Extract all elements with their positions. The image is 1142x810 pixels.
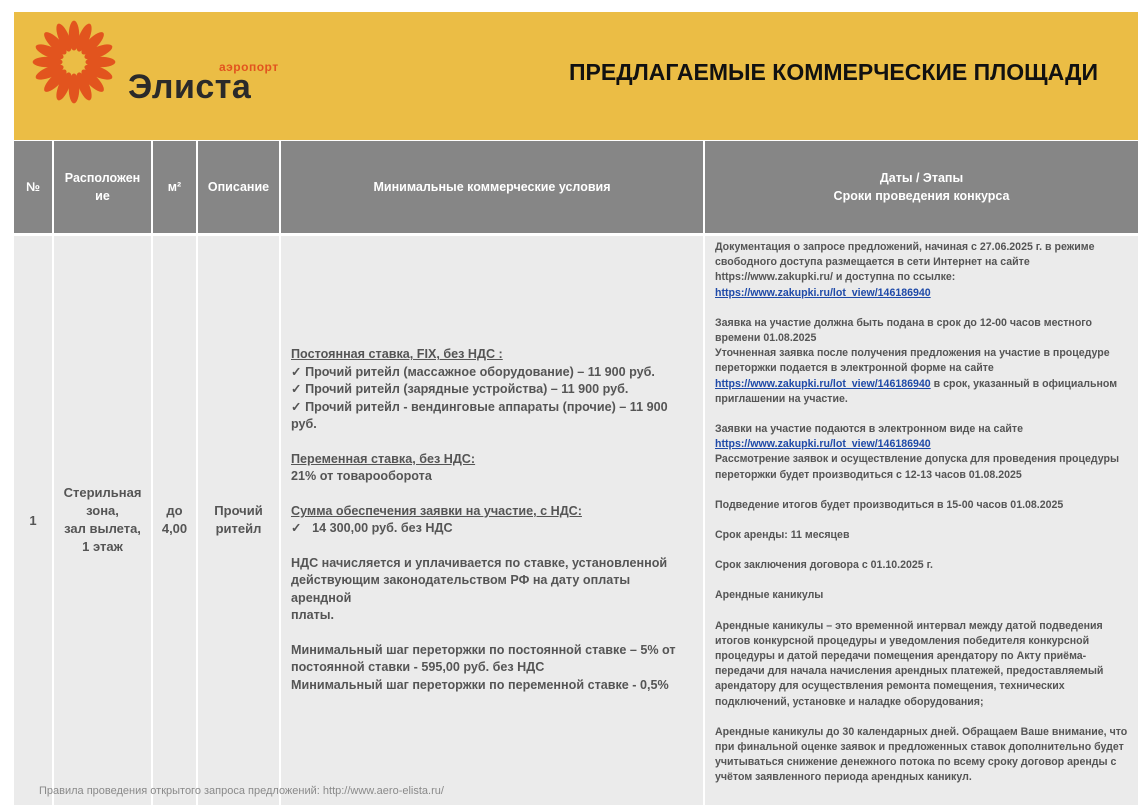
check-icon: ✓ — [291, 364, 306, 379]
cell-location: Стерильная зона, зал вылета, 1 этаж — [53, 235, 152, 805]
table-row — [14, 235, 1138, 805]
application-deadline-paragraph: Заявка на участие должна быть подана в срок до 12-00 часов местного времени 01.08.2025 Уточненная заявка после получения предложения на участие в процедуре переторжки подается в электронной форме на сайте https://www.zakupki.ru/lot_view/146186940 в срок, указанный в официальном приглашении на участие. — [715, 316, 1118, 405]
logo-subtitle: аэропорт — [219, 60, 279, 74]
rent-holidays-note: Арендные каникулы до 30 календарных дней. Обращаем Ваше внимание, что при финальной оценке заявок и предложенных ставок дополнительно будет учитываться снижение денежного потока по всему сроку договор аренды с учётом заявленного периода арендных каникул. — [715, 725, 1128, 784]
deposit-title: Сумма обеспечения заявки на участие, с НДС: — [291, 503, 582, 518]
lot-link[interactable]: https://www.zakupki.ru/lot_view/146186940 — [715, 377, 931, 390]
rent-holidays-title: Арендные каникулы — [715, 589, 824, 602]
cell-area: до 4,00 — [152, 235, 197, 805]
rent-holidays-definition: Арендные каникулы – это временной интервал между датой подведения итогов конкурсной процедуры и уведомления победителя конкурсной процедуры и датой передачи помещения арендатору по Акту приёма- передачи для начала начисления арендных платежей, предоставляемый арендатору для осуществления ремонта помещения, технических подключений, установке и наладке оборудования; — [715, 619, 1104, 708]
logo-wordmark: Элиста — [128, 68, 252, 106]
header-conditions: Минимальные коммерческие условия — [280, 141, 704, 235]
lease-term: Срок аренды: 11 месяцев — [715, 529, 850, 542]
results-date: Подведение итогов будет производиться в 15-00 часов 01.08.2025 — [715, 498, 1064, 511]
page-title: ПРЕДЛАГАЕМЫЕ КОММЕРЧЕСКИЕ ПЛОЩАДИ — [568, 59, 1098, 85]
header-location: Расположен ие — [53, 141, 152, 235]
fix-item: ✓ Прочий ритейл (зарядные устройства) – 11 900 руб. — [291, 382, 629, 397]
vat-text: НДС начисляется и уплачивается по ставке, установленной действующим законодательством РФ на дату оплаты арендной платы. — [291, 555, 668, 623]
header-description: Описание — [197, 141, 280, 235]
deposit-item: ✓ 14 300,00 руб. без НДС — [291, 521, 453, 536]
lot-link[interactable]: https://www.zakupki.ru/lot_view/146186940 — [715, 438, 931, 451]
sun-logo-icon — [30, 18, 118, 106]
header-banner — [14, 12, 1138, 140]
electronic-submission-paragraph: Заявки на участие подаются в электронном виде на сайте https://www.zakupki.ru/lot_view/146186940 Рассмотрение заявок и осуществление допуска для проведения процедуры переторжки будет производиться с 12-13 часов 01.08.2025 — [715, 423, 1119, 481]
bid-step-text: Минимальный шаг переторжки по постоянной ставке – 5% от постоянной ставки - 595,00 руб. без НДС Минимальный шаг переторжки по переменной ставке - 0,5% — [291, 642, 676, 692]
header-dates: Даты / Этапы Сроки проведения конкурса — [704, 141, 1138, 235]
lot-link[interactable]: https://www.zakupki.ru/lot_view/146186940 — [715, 286, 931, 299]
cell-conditions — [280, 235, 704, 805]
documentation-paragraph: Документация о запросе предложений, начиная с 27.06.2025 г. в режиме свободного доступа размещается в сети Интернет на сайте https://www.zakupki.ru/ и доступна по ссылке: https://www.zakupki.ru/lot_view/146186940 — [715, 241, 1095, 299]
header-num: № — [14, 141, 53, 235]
variable-rate-title: Переменная ставка, без НДС: — [291, 451, 476, 466]
commercial-spaces-table — [14, 141, 1138, 805]
check-icon: ✓ — [291, 521, 313, 536]
fix-item: ✓ Прочий ритейл (массажное оборудование) – 11 900 руб. — [291, 364, 655, 379]
cell-num: 1 — [14, 235, 53, 805]
cell-dates — [704, 235, 1138, 805]
variable-rate-value: 21% от товарооборота — [291, 469, 432, 484]
footer-rules-link[interactable]: Правила проведения открытого запроса предложений: http://www.aero-elista.ru/ — [39, 785, 444, 797]
header-area: м² — [152, 141, 197, 235]
table-header-row — [14, 141, 1138, 235]
fix-item: ✓ Прочий ритейл - вендинговые аппараты (прочие) – 11 900 руб. — [291, 399, 668, 432]
check-icon: ✓ — [291, 382, 306, 397]
fix-rate-title: Постоянная ставка, FIX, без НДС : — [291, 347, 503, 362]
contract-date: Срок заключения договора с 01.10.2025 г. — [715, 559, 933, 572]
cell-description: Прочий ритейл — [197, 235, 280, 805]
check-icon: ✓ — [291, 399, 306, 414]
